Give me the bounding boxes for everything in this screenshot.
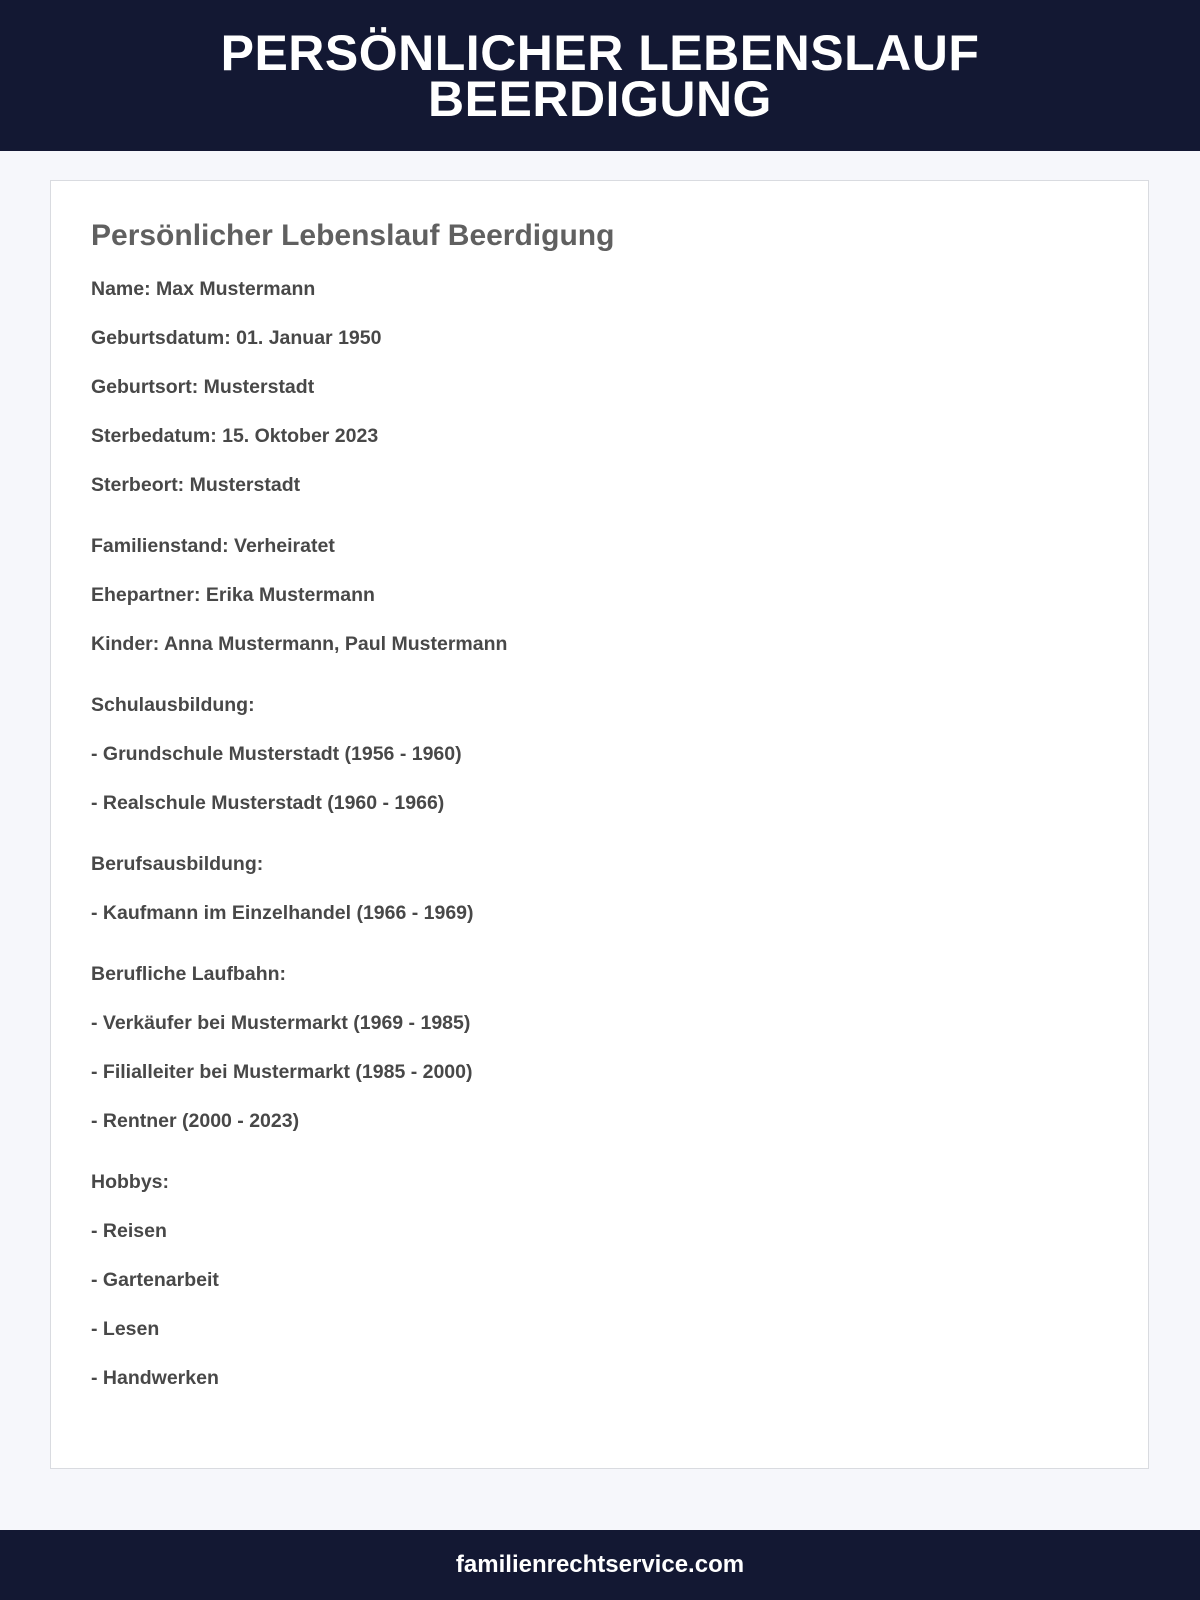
school-heading: Schulausbildung: — [91, 694, 255, 716]
spouse-line: Ehepartner: Erika Mustermann — [91, 584, 375, 606]
career-item: - Rentner (2000 - 2023) — [91, 1110, 300, 1132]
marital-status-line: Familienstand: Verheiratet — [91, 535, 335, 557]
birth-date-line: Geburtsdatum: 01. Januar 1950 — [91, 327, 382, 349]
header-title: PERSÖNLICHER LEBENSLAUF BEERDIGUNG — [220, 24, 980, 127]
children-line: Kinder: Anna Mustermann, Paul Mustermann — [91, 633, 508, 655]
hobby-item: - Handwerken — [91, 1367, 219, 1389]
page-footer — [0, 1530, 1200, 1600]
hobbies-heading: Hobbys: — [91, 1171, 169, 1193]
career-item: - Filialleiter bei Mustermarkt (1985 - 2000) — [91, 1061, 473, 1083]
footer-site-link[interactable]: familienrechtservice.com — [455, 1551, 745, 1578]
page-header — [0, 0, 1200, 151]
school-item: - Realschule Musterstadt (1960 - 1966) — [91, 792, 445, 814]
death-place-line: Sterbeort: Musterstadt — [91, 474, 301, 496]
vocational-heading: Berufsausbildung: — [91, 853, 264, 875]
document-card — [50, 180, 1149, 1469]
document-title: Persönlicher Lebenslauf Beerdigung — [91, 219, 615, 252]
hobby-item: - Reisen — [91, 1220, 167, 1242]
hobby-item: - Gartenarbeit — [91, 1269, 219, 1291]
name-line: Name: Max Mustermann — [91, 278, 316, 300]
vocational-item: - Kaufmann im Einzelhandel (1966 - 1969) — [91, 902, 474, 924]
career-item: - Verkäufer bei Mustermarkt (1969 - 1985) — [91, 1012, 471, 1034]
hobby-item: - Lesen — [91, 1318, 160, 1340]
school-item: - Grundschule Musterstadt (1956 - 1960) — [91, 743, 462, 765]
death-date-line: Sterbedatum: 15. Oktober 2023 — [91, 425, 379, 447]
birth-place-line: Geburtsort: Musterstadt — [91, 376, 315, 398]
career-heading: Berufliche Laufbahn: — [91, 963, 287, 985]
